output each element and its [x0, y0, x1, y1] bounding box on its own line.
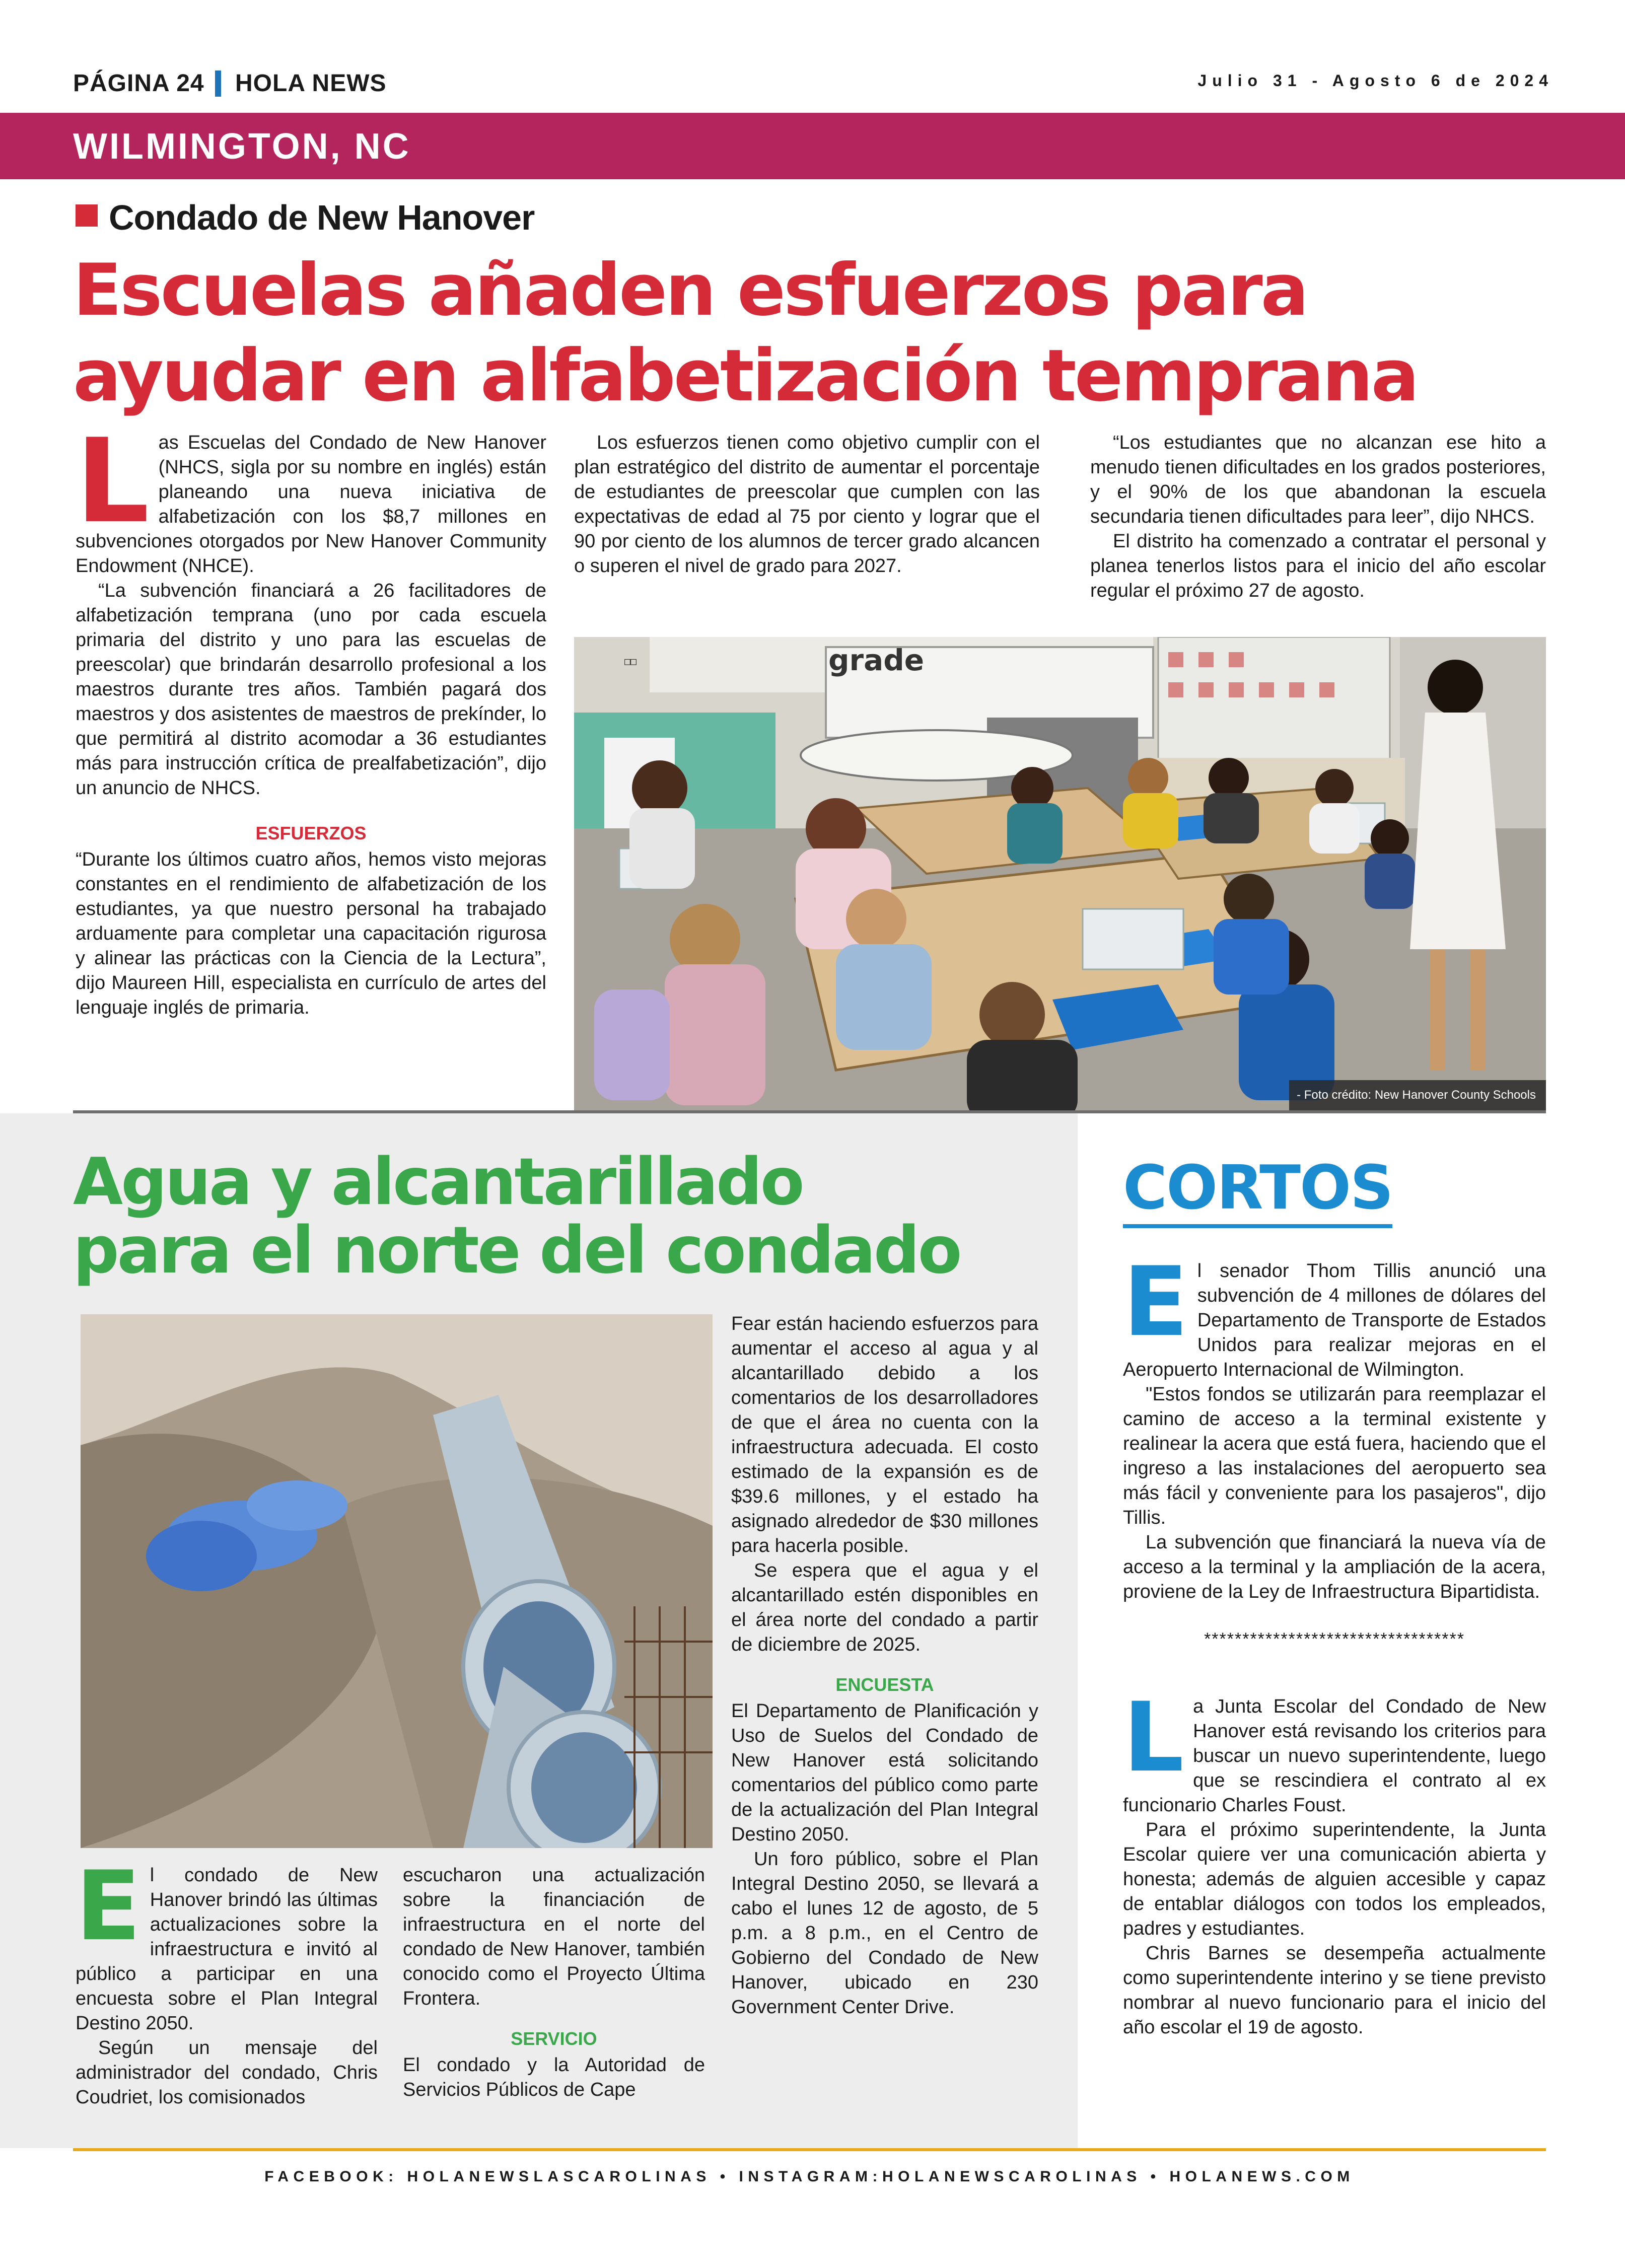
- article1-headline: [73, 248, 1564, 419]
- cortos-item2-paragraph-1: a Junta Escolar del Condado de New Hanover está revisando los criterios para buscar un nuevo superintendente, luego que se rescindiera el contrato al ex funcionario Charles Foust.: [1123, 1696, 1546, 1816]
- subhead-encuesta: ENCUESTA: [835, 1674, 934, 1695]
- article1-column-3: [1090, 431, 1546, 603]
- publication-name: HOLA NEWS: [235, 70, 387, 97]
- article1-column-2: [574, 431, 1040, 579]
- dropcap-e-cortos: E: [1123, 1246, 1188, 1358]
- subhead-esfuerzos: ESFUERZOS: [255, 823, 367, 843]
- kicker: [76, 197, 534, 238]
- footer-rule: [73, 2148, 1546, 2151]
- article2-paragraph-7: El Departamento de Planificación y Uso de Suelos del Condado de New Hanover está solicitando comentarios del público como parte de la actualización del Plan Integral Destino 2050.: [731, 1700, 1038, 1845]
- headline-line-2: para el norte del condado: [73, 1213, 960, 1288]
- section-bar: [0, 113, 1625, 179]
- article2-paragraph-6: Se espera que el agua y el alcantarillado estén disponibles en el área norte del condado a partir de diciembre de 2025.: [731, 1560, 1038, 1655]
- page-number: PÁGINA 24: [73, 70, 204, 97]
- photo-credit: - Foto crédito: New Hanover County Schools: [1297, 1088, 1536, 1102]
- cortos-item1-paragraph-1: l senador Thom Tillis anunció una subvención de 4 millones de dólares del Departamento de Transporte de Estados Unidos para realizar mejoras en el Aeropuerto Internacional de Wilmington.: [1123, 1260, 1546, 1380]
- cortos-title-text: CORTOS: [1123, 1153, 1392, 1228]
- svg-text:□□: □□: [624, 655, 637, 667]
- cortos-item2-paragraph-2: Para el próximo superintendente, la Junta Escolar quiere ver una comunicación abierta y honesta; además de alguien accesible y capaz de entablar diálogos con todos los empleados, padres y estudiantes.: [1123, 1819, 1546, 1939]
- headline-line-2: ayudar en alfabetización temprana: [73, 334, 1418, 417]
- pipe-photo: [81, 1314, 713, 1848]
- article2-headline: [73, 1145, 1070, 1288]
- article2-column-2: [403, 1863, 705, 2102]
- article1-paragraph-5: “Los estudiantes que no alcanzan ese hito a menudo tienen dificultades en los grados posteriores, y el 90% de los que abandonan la escuela secundaria tienen dificultades para leer”, dijo NHCS.: [1090, 432, 1546, 527]
- cortos-item1-paragraph-2: "Estos fondos se utilizarán para reemplazar el camino de acceso a la terminal existente y realinear la acera que está fuera, haciendo que el ingreso a las instalaciones del aeropuerto sea más fácil y conveniente para los pasajeros", dijo Tillis.: [1123, 1384, 1546, 1528]
- article2-paragraph-8: Un foro público, sobre el Plan Integral Destino 2050, se llevará a cabo el lunes 12 de agosto, de 5 p.m. a 8 p.m., en el Centro de Gobierno del Condado de New Hanover, ubicado en 230 Government Center Drive.: [731, 1849, 1038, 2018]
- kicker-text: Condado de New Hanover: [109, 198, 535, 237]
- article1-column-1: [76, 414, 546, 1020]
- kicker-square: [76, 204, 98, 227]
- article1-paragraph-3: “Durante los últimos cuatro años, hemos visto mejoras constantes en el rendimiento de alfabetización de los estudiantes, ya que nuestro personal ha trabajado arduamente para completar una capacitación rigurosa y alinear las prácticas con la Ciencia de la Lectura”, dijo Maureen Hill, especialista en currículo de artes del lenguaje inglés de primaria.: [76, 849, 546, 1018]
- article1-paragraph-6: El distrito ha comenzado a contratar el personal y planea tenerlos listos para el inicio del año escolar regular el próximo 27 de agosto.: [1090, 531, 1546, 601]
- dropcap-e: E: [76, 1851, 141, 1962]
- headline-line-1: Agua y alcantarillado: [73, 1145, 803, 1220]
- footer-social-links: FACEBOOK: HOLANEWSLASCAROLINAS • INSTAGRAM:HOLANEWSCAROLINAS • HOLANEWS.COM: [264, 2168, 1355, 2185]
- footer: [73, 2168, 1546, 2185]
- article1-paragraph-4: Los esfuerzos tienen como objetivo cumplir con el plan estratégico del distrito de aumentar el porcentaje de estudiantes de preescolar que cumplen con las expectativas de edad al 75 por ciento y lograr que el 90 por ciento de los alumnos de tercer grado alcancen o superen el nivel de grado para 2027.: [574, 432, 1040, 577]
- headline-line-1: Escuelas añaden esfuerzos para: [73, 249, 1307, 332]
- classroom-photo: [574, 637, 1546, 1110]
- photo-wall-sign: grade: [828, 643, 925, 677]
- article2-paragraph-1: l condado de New Hanover brindó las últimas actualizaciones sobre la infraestructura e invitó al público a participar en una encuesta sobre el Plan Integral Destino 2050.: [76, 1865, 378, 2034]
- section-title: WILMINGTON, NC: [73, 126, 411, 167]
- article1-paragraph-1: as Escuelas del Condado de New Hanover (NHCS, sigla por su nombre en inglés) están planeando una nueva iniciativa de alfabetización con los $8,7 millones en subvenciones otorgados por New Hanover Community Endowment (NHCE).: [76, 432, 546, 577]
- article2-paragraph-4: El condado y la Autoridad de Servicios Públicos de Cape: [403, 2054, 705, 2100]
- header-divider: [215, 70, 221, 97]
- article2-paragraph-5: Fear están haciendo esfuerzos para aumentar el acceso al agua y al alcantarillado debido a los comentarios de los desarrolladores de que el área no cuenta con la infraestructura adecuada. El costo estimado de la expansión es de $39.6 millones, y el estado ha asignado alrededor de $30 millones para hacerla posible.: [731, 1313, 1038, 1556]
- cortos-title: [1123, 1153, 1392, 1223]
- cortos-item1-paragraph-3: La subvención que financiará la nueva vía de acceso a la terminal y la ampliación de la acera, proviene de la Ley de Infraestructura Bipartidista.: [1123, 1532, 1546, 1602]
- cortos-item2-paragraph-3: Chris Barnes se desempeña actualmente como superintendente interino y se tiene previsto nombrar al nuevo funcionario para el inicio del año escolar el 19 de agosto.: [1123, 1943, 1546, 2038]
- article2-paragraph-2: Según un mensaje del administrador del condado, Chris Coudriet, los comisionados: [76, 2037, 378, 2108]
- page-header: [73, 66, 1553, 102]
- cortos-column: [1123, 1246, 1546, 2040]
- article2-column-1: [76, 1851, 378, 2110]
- subhead-servicio: SERVICIO: [511, 2028, 597, 2049]
- article2-paragraph-3: escucharon una actualización sobre la financiación de infraestructura en el norte del condado de New Hanover, también conocido como el Proyecto Última Frontera.: [403, 1865, 705, 2009]
- classroom-illustration: [574, 637, 1546, 1110]
- dropcap-l: L: [76, 414, 150, 549]
- issue-date: Julio 31 - Agosto 6 de 2024: [1197, 72, 1553, 90]
- article2-column-3: [731, 1312, 1038, 2020]
- cortos-separator: **********************************: [1204, 1629, 1465, 1649]
- pipe-illustration: [81, 1314, 713, 1848]
- dropcap-l-cortos: L: [1123, 1682, 1184, 1793]
- article1-paragraph-2: “La subvención financiará a 26 facilitadores de alfabetización temprana (uno por cada escuela primaria del distrito y uno para las escuelas de preescolar) que brindarán desarrollo profesional a los maestros durante tres años. También pagará dos maestros y dos asistentes de maestros de prekínder, lo que permitirá al distrito acomodar a 36 estudiantes más para instrucción crítica de prealfabetización”, dijo un anuncio de NHCS.: [76, 580, 546, 799]
